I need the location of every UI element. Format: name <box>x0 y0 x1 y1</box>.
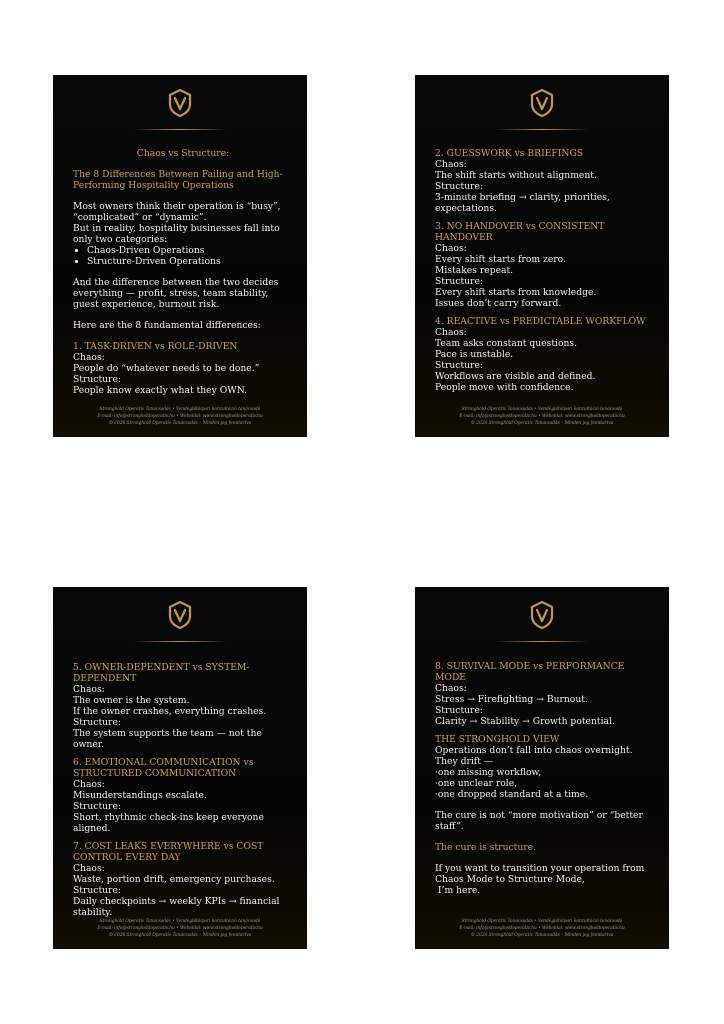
highlight-text: The cure is structure. <box>435 842 537 853</box>
paragraph: The cure is not “more motivation” or “better staff”. <box>435 810 643 832</box>
chaos-text: Stress → Firefighting → Burnout. <box>435 694 588 705</box>
structure-text: Short, rhythmic check-ins keep everyone aligned. <box>73 812 264 834</box>
section-heading: 3. NO HANDOVER vs CONSISTENT HANDOVER <box>435 221 605 243</box>
divider-line <box>495 129 589 130</box>
chaos-label: Chaos: <box>435 159 467 170</box>
paragraph: ·one missing workflow, <box>435 767 542 778</box>
chaos-text: People do “whatever needs to be done.” <box>73 363 260 374</box>
footer-line: © 2026 Stronghold Operatív Tanácsadás – Minden jog fenntartva <box>470 421 614 426</box>
paragraph: Operations don’t fall into chaos overnight. <box>435 745 633 756</box>
structure-label: Structure: <box>435 181 483 192</box>
structure-label: Structure: <box>73 885 121 896</box>
chaos-text: Waste, portion drift, emergency purchases. <box>73 874 275 885</box>
structure-text: Daily checkpoints → weekly KPIs → financial stability. <box>73 896 280 918</box>
chaos-label: Chaos: <box>73 779 105 790</box>
chaos-label: Chaos: <box>435 683 467 694</box>
page-card-3 <box>53 587 307 949</box>
section-heading: 7. COST LEAKS EVERYWHERE vs COST CONTROL EVERY DAY <box>73 841 264 863</box>
subtitle: The 8 Differences Between Failing and High-Performing Hospitality Operations <box>73 169 283 191</box>
paragraph: They drift — <box>435 756 494 767</box>
chaos-label: Chaos: <box>435 243 467 254</box>
footer-line: © 2026 Stronghold Operatív Tanácsadás – Minden jog fenntartva <box>108 933 252 938</box>
chaos-text: The shift starts without alignment. <box>435 170 597 181</box>
divider-line <box>133 129 227 130</box>
structure-label: Structure: <box>435 276 483 287</box>
shield-v-logo-icon <box>168 601 192 629</box>
structure-text: Workflows are visible and defined. <box>435 371 596 382</box>
closing-text: I’m here. <box>435 885 481 896</box>
divider-line <box>133 641 227 642</box>
chaos-text: Mistakes repeat. <box>435 265 514 276</box>
footer-line: Stronghold Operatív Tanácsadás • Vendéglátóipari konzultáció tanácsadó <box>99 919 261 924</box>
footer-line: E-mail: info@strongholdoperativ.hu • Weboldal: www.strongholdoperativ.hu <box>459 414 625 419</box>
structure-text: Clarity → Stability → Growth potential. <box>435 716 615 727</box>
page-card-4 <box>415 587 669 949</box>
intro-text-2: But in reality, hospitality businesses fall into only two categories: <box>73 223 280 245</box>
footer-line: Stronghold Operatív Tanácsadás • Vendéglátóipari konzultáció tanácsadó <box>99 407 261 412</box>
section-heading: 6. EMOTIONAL COMMUNICATION vs STRUCTURED COMMUNICATION <box>73 757 254 779</box>
shield-v-logo-icon <box>168 89 192 117</box>
chaos-label: Chaos: <box>73 684 105 695</box>
chaos-text: Pace is unstable. <box>435 349 514 360</box>
paragraph: ·one unclear role, <box>435 778 518 789</box>
structure-label: Structure: <box>435 360 483 371</box>
chaos-label: Chaos: <box>73 863 105 874</box>
structure-text: 3-minute briefing → clarity, priorities, expectations. <box>435 192 610 214</box>
intro-text: Most owners think their operation is “busy”, “complicated” or “dynamic”. <box>73 201 281 223</box>
chaos-label: Chaos: <box>435 327 467 338</box>
list-item: • Chaos-Driven Operations <box>87 245 293 256</box>
chaos-text: Every shift starts from zero. <box>435 254 566 265</box>
footer-line: Stronghold Operatív Tanácsadás • Vendéglátóipari konzultáció tanácsadó <box>461 919 623 924</box>
structure-text: People move with confidence. <box>435 382 574 393</box>
structure-text: The system supports the team — not the owner. <box>73 728 262 750</box>
paragraph: And the difference between the two decides everything — profit, stress, team stability, guest experience, burnout risk. <box>73 277 279 310</box>
structure-text: Every shift starts from knowledge. <box>435 287 597 298</box>
chaos-text: Misunderstandings escalate. <box>73 790 207 801</box>
footer-line: E-mail: info@strongholdoperativ.hu • Weboldal: www.strongholdoperativ.hu <box>97 414 263 419</box>
footer <box>53 918 307 939</box>
shield-v-logo-icon <box>530 601 554 629</box>
chaos-text: Team asks constant questions. <box>435 338 578 349</box>
footer <box>53 406 307 427</box>
footer-line: © 2026 Stronghold Operatív Tanácsadás – Minden jog fenntartva <box>470 933 614 938</box>
paragraph: ·one dropped standard at a time. <box>435 789 589 800</box>
chaos-text: If the owner crashes, everything crashes. <box>73 706 267 717</box>
structure-text: Issues don’t carry forward. <box>435 298 562 309</box>
section-heading: 2. GUESSWORK vs BRIEFINGS <box>435 148 584 159</box>
chaos-label: Chaos: <box>73 352 105 363</box>
footer <box>415 406 669 427</box>
divider-line <box>495 641 589 642</box>
closing-text: If you want to transition your operation from Chaos Mode to Structure Mode, <box>435 863 645 885</box>
section-heading: 1. TASK-DRIVEN vs ROLE-DRIVEN <box>73 341 238 352</box>
page-card-1 <box>53 75 307 437</box>
structure-label: Structure: <box>73 801 121 812</box>
page-title: Chaos vs Structure: <box>136 148 230 159</box>
page-card-2 <box>415 75 669 437</box>
shield-v-logo-icon <box>530 89 554 117</box>
footer-line: E-mail: info@strongholdoperativ.hu • Weboldal: www.strongholdoperativ.hu <box>97 926 263 931</box>
footer-line: Stronghold Operatív Tanácsadás • Vendéglátóipari konzultáció tanácsadó <box>461 407 623 412</box>
section-heading: THE STRONGHOLD VIEW <box>435 734 560 745</box>
structure-label: Structure: <box>73 717 121 728</box>
footer <box>415 918 669 939</box>
list-item: • Structure-Driven Operations <box>87 256 293 267</box>
paragraph: Here are the 8 fundamental differences: <box>73 320 261 331</box>
section-heading: 5. OWNER-DEPENDENT vs SYSTEM-DEPENDENT <box>73 662 250 684</box>
footer-line: E-mail: info@strongholdoperativ.hu • Weboldal: www.strongholdoperativ.hu <box>459 926 625 931</box>
section-heading: 4. REACTIVE vs PREDICTABLE WORKFLOW <box>435 316 646 327</box>
structure-label: Structure: <box>435 705 483 716</box>
category-list <box>73 245 293 267</box>
structure-text: People know exactly what they OWN. <box>73 385 248 396</box>
section-heading: 8. SURVIVAL MODE vs PERFORMANCE MODE <box>435 661 625 683</box>
chaos-text: The owner is the system. <box>73 695 190 706</box>
footer-line: © 2026 Stronghold Operatív Tanácsadás – Minden jog fenntartva <box>108 421 252 426</box>
structure-label: Structure: <box>73 374 121 385</box>
